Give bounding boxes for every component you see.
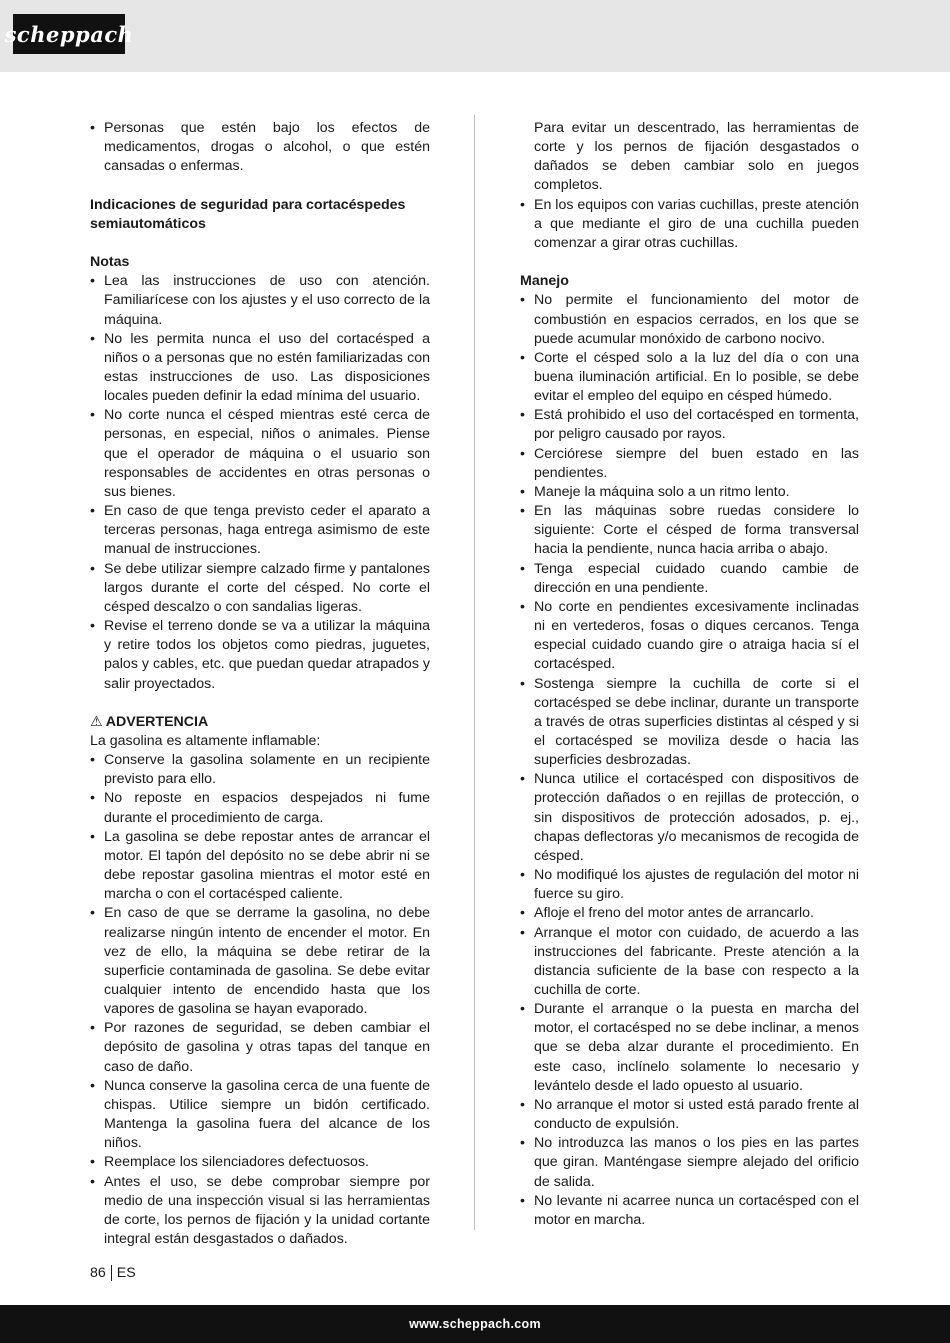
manejo-list — [520, 291, 859, 1230]
list-item: • Está prohibido el uso del cortacésped en tormenta, por peligro causado por rayos. — [520, 406, 859, 444]
list-item: • Afloje el freno del motor antes de arrancarlo. — [520, 904, 859, 923]
list-item: • Durante el arranque o la puesta en marcha del motor, el cortacésped no se debe inclinar, a menos que se deba alzar durante el procedimiento. En este caso, inclínelo solamente lo necesario y levántelo desde el lado opuesto al usuario. — [520, 1000, 859, 1096]
list-item: • Sostenga siempre la cuchilla de corte si el cortacésped se debe inclinar, durante un transporte a través de otras superficies distintas al césped y si el cortacésped se moviliza desde o hacia las superficies desbrozadas. — [520, 675, 859, 771]
notas-heading: Notas — [90, 254, 130, 271]
list-item: • Nunca utilice el cortacésped con dispositivos de protección dañados o en rejillas de protección, o sin dispositivos de protección adosados, p. ej., chapas deflectoras y/o mecanismos de recogida de césped. — [520, 770, 859, 866]
list-item: • Cerciórese siempre del buen estado en las pendientes. — [520, 445, 859, 483]
language-code: ES — [116, 1265, 136, 1281]
list-item: • Antes el uso, se debe comprobar siempre por medio de una inspección visual si las herramientas de corte, los pernos de fijación y la unidad cortante integral están desgastados o dañados. — [90, 1173, 430, 1250]
footer-bar — [0, 1305, 950, 1343]
warning-heading: ADVERTENCIA — [105, 713, 209, 730]
list-item: • No arranque el motor si usted está parado frente al conducto de expulsión. — [520, 1096, 859, 1134]
list-item: • En caso de que se derrame la gasolina, no debe realizarse ningún intento de encender el motor. En vez de ello, la máquina se debe retirar de la superficie contaminada de gasolina. Se debe evitar cualquier intento de encendido hasta que los vapores de gasolina se hayan evaporado. — [90, 904, 430, 1019]
warning-triangle-icon: ⚠ — [90, 713, 103, 730]
blades-list — [520, 196, 859, 253]
intro-list — [90, 119, 430, 176]
manejo-heading: Manejo — [520, 273, 569, 290]
list-item: • La gasolina se debe repostar antes de arrancar el motor. El tapón del depósito no se debe abrir ni se debe repostar gasolina mientras el motor esté en marcha o con el cortacésped caliente. — [90, 828, 430, 905]
list-item: • Maneje la máquina solo a un ritmo lento. — [520, 483, 859, 502]
warning-intro: La gasolina es altamente inflamable: — [90, 732, 321, 749]
left-column — [90, 119, 430, 1249]
list-item: • No reposte en espacios despejados ni fume durante el procedimiento de carga. — [90, 789, 430, 827]
right-column — [520, 119, 859, 1230]
brand-logo: scheppach — [13, 14, 125, 54]
website-link[interactable]: www.scheppach.com — [409, 1317, 541, 1331]
page-header — [0, 0, 950, 72]
footer-separator — [111, 1265, 112, 1281]
continued-paragraph: Para evitar un descentrado, las herramientas de corte y los pernos de fijación desgastados o dañados se deben cambiar solo en juegos completos. — [534, 120, 859, 194]
column-divider — [474, 115, 475, 1230]
list-item: • Conserve la gasolina solamente en un recipiente previsto para ello. — [90, 751, 430, 789]
list-item: • Revise el terreno donde se va a utilizar la máquina y retire todos los objetos como piedras, juguetes, palos y cables, etc. que puedan quedar atrapados y salir proyectados. — [90, 617, 430, 694]
warning-heading-row — [90, 713, 430, 732]
list-item: • Arranque el motor con cuidado, de acuerdo a las instrucciones del fabricante. Preste atención a la distancia suficiente de la base con respecto a la cuchilla de corte. — [520, 924, 859, 1001]
list-item: • En los equipos con varias cuchillas, preste atención a que mediante el giro de una cuchilla pueden comenzar a girar otras cuchillas. — [520, 196, 859, 253]
list-item: • No levante ni acarree nunca un cortacésped con el motor en marcha. — [520, 1192, 859, 1230]
list-item: • No les permita nunca el uso del cortacésped a niños o a personas que no estén familiarizadas con estas instrucciones de uso. Las disposiciones locales pueden definir la edad mínima del usuario. — [90, 330, 430, 407]
page-footer-info — [90, 1265, 136, 1281]
list-item: • No corte nunca el césped mientras esté cerca de personas, en especial, niños o animales. Piense que el operador de máquina o el usuario son responsables de accidentes en otras personas o sus bienes. — [90, 406, 430, 502]
list-item: • No permite el funcionamiento del motor de combustión en espacios cerrados, en los que se puede acumular monóxido de carbono nocivo. — [520, 291, 859, 348]
notas-list — [90, 272, 430, 693]
list-item: • Corte el césped solo a la luz del día o con una buena iluminación artificial. En lo posible, se debe evitar el empleo del equipo en césped húmedo. — [520, 349, 859, 406]
warning-list — [90, 751, 430, 1249]
list-item: • Por razones de seguridad, se deben cambiar el depósito de gasolina y otras tapas del tanque en caso de daño. — [90, 1019, 430, 1076]
list-item: • No modifiqué los ajustes de regulación del motor ni fuerce su giro. — [520, 866, 859, 904]
list-item: • Lea las instrucciones de uso con atención. Familiarícese con los ajustes y el uso correcto de la máquina. — [90, 272, 430, 329]
list-item: • Se debe utilizar siempre calzado firme y pantalones largos durante el corte del césped. No corte el césped descalzo o con sandalias ligeras. — [90, 560, 430, 617]
section-title: Indicaciones de seguridad para cortacéspedes semiautomáticos — [90, 196, 406, 232]
list-item: • En caso de que tenga previsto ceder el aparato a terceras personas, haga entrega asimismo de este manual de instrucciones. — [90, 502, 430, 559]
list-item: • Nunca conserve la gasolina cerca de una fuente de chispas. Utilice siempre un bidón certificado. Mantenga la gasolina fuera del alcance de los niños. — [90, 1077, 430, 1154]
list-item: • No corte en pendientes excesivamente inclinadas ni en vertederos, fosas o diques cercanos. Tenga especial cuidado cuando gire o atraiga hacia sí el cortacésped. — [520, 598, 859, 675]
list-item: • Reemplace los silenciadores defectuosos. — [90, 1153, 430, 1172]
list-item: • Personas que estén bajo los efectos de medicamentos, drogas o alcohol, o que estén cansadas o enfermas. — [90, 119, 430, 176]
list-item: • En las máquinas sobre ruedas considere lo siguiente: Corte el césped de forma transversal hacia la pendiente, nunca hacia arriba o abajo. — [520, 502, 859, 559]
page-number: 86 — [90, 1265, 106, 1281]
list-item: • No introduzca las manos o los pies en las partes que giran. Manténgase siempre alejado del orificio de salida. — [520, 1134, 859, 1191]
list-item: • Tenga especial cuidado cuando cambie de dirección en una pendiente. — [520, 560, 859, 598]
